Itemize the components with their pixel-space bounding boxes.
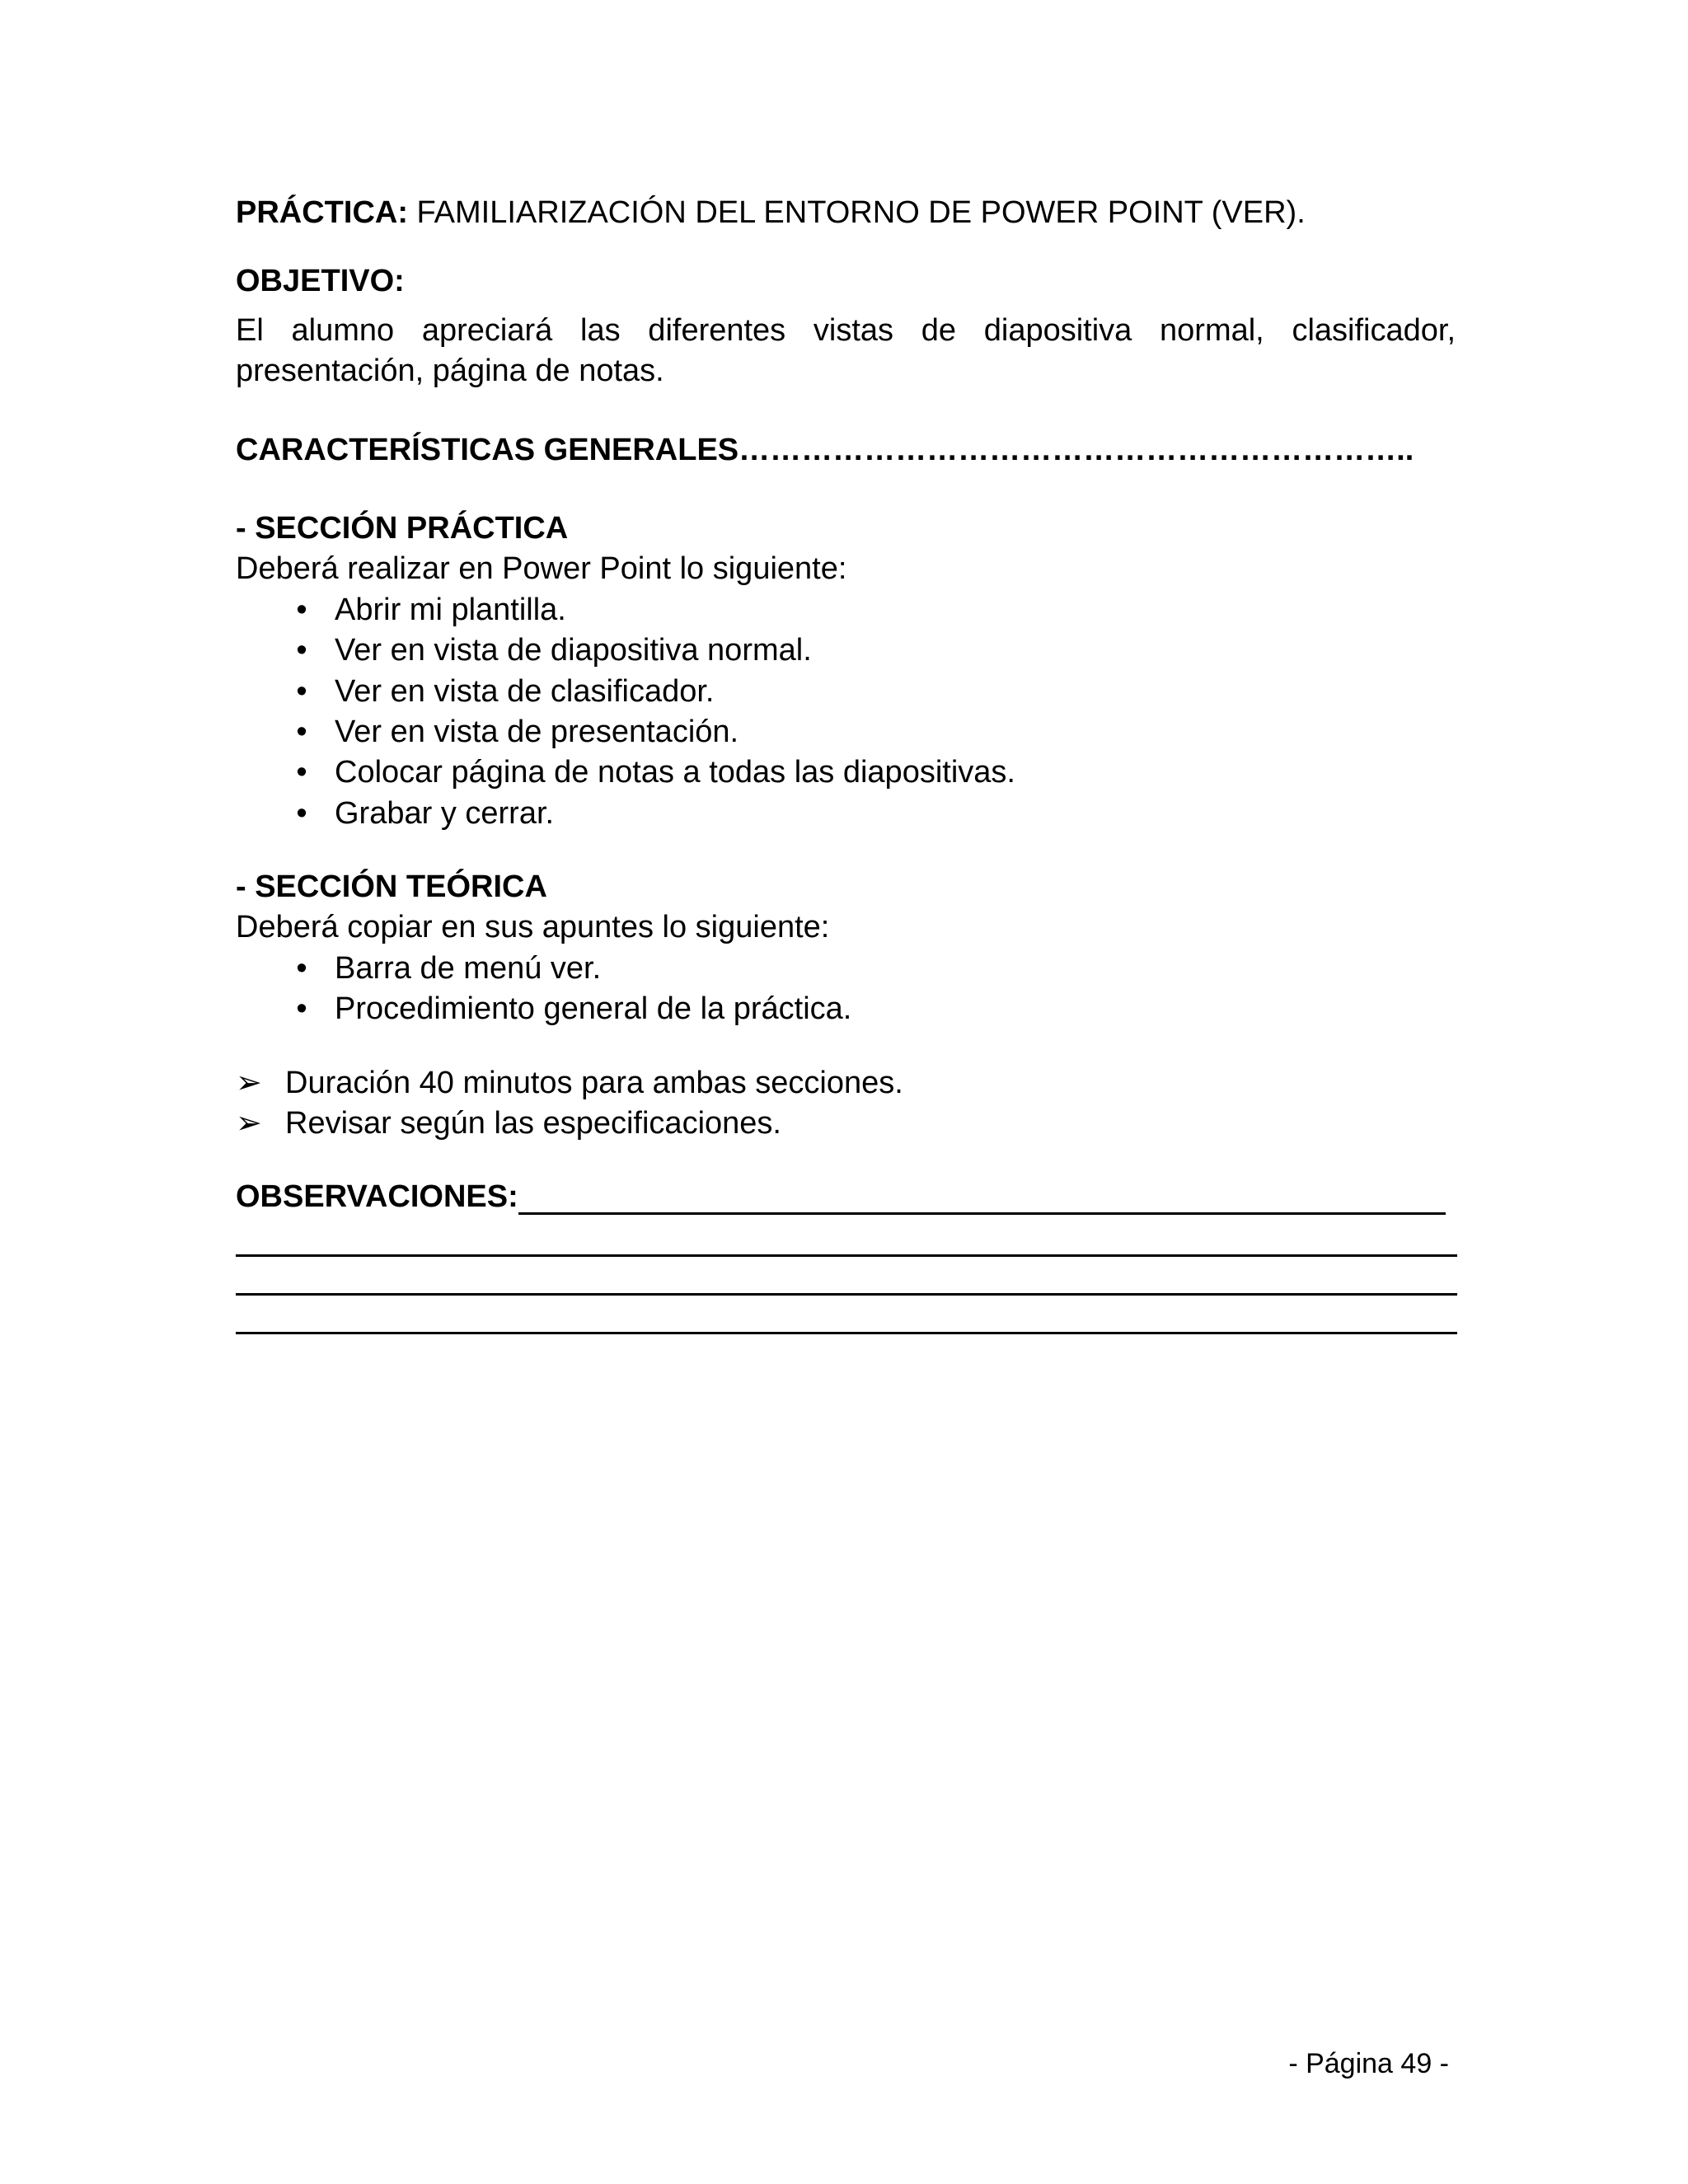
bullet-icon: • <box>296 633 307 668</box>
list-item: • Colocar página de notas a todas las diapositivas. <box>285 752 1456 793</box>
bullet-icon: • <box>296 673 307 709</box>
list-item: • Procedimiento general de la práctica. <box>285 989 1456 1029</box>
list-item: • Grabar y cerrar. <box>285 794 1456 834</box>
observations-blank-line <box>518 1179 1446 1215</box>
bullet-icon: • <box>296 991 307 1027</box>
list-item: • Ver en vista de presentación. <box>285 712 1456 752</box>
list-item: • Abrir mi plantilla. <box>285 590 1456 630</box>
practice-title <box>236 193 1456 233</box>
practice-text: FAMILIARIZACIÓN DEL ENTORNO DE POWER POINT (VER). <box>407 195 1306 230</box>
objective-line-2: presentación, página de notas. <box>236 354 664 389</box>
bullet-icon: • <box>296 950 307 986</box>
bullet-icon: • <box>296 592 307 627</box>
objective-paragraph <box>236 311 1456 392</box>
characteristics-leader: ……………………………………………………….. <box>738 432 1414 467</box>
bullet-icon: • <box>296 795 307 831</box>
practical-section-list <box>236 590 1456 834</box>
observations-blank-line <box>236 1218 1457 1257</box>
practical-section-intro: Deberá realizar en Power Point lo siguiente: <box>236 551 847 587</box>
arrow-icon: ➢ <box>236 1065 262 1100</box>
list-item: • Barra de menú ver. <box>285 949 1456 989</box>
list-item: ➢ Revisar según las especificaciones. <box>236 1104 1456 1144</box>
list-item: ➢ Duración 40 minutos para ambas secciones. <box>236 1063 1456 1104</box>
bullet-icon: • <box>296 714 307 749</box>
list-item: • Ver en vista de diapositiva normal. <box>285 630 1456 671</box>
theory-section-heading: - SECCIÓN TEÓRICA <box>236 869 547 905</box>
characteristics-heading <box>236 430 1456 471</box>
observations-blank-line <box>236 1257 1457 1296</box>
observations-blank-line <box>236 1296 1457 1334</box>
observations-row <box>236 1177 1446 1217</box>
characteristics-label: CARACTERÍSTICAS GENERALES <box>236 432 739 467</box>
observations-label: OBSERVACIONES: <box>236 1179 518 1215</box>
objective-line-1: El alumno apreciará las diferentes vistas de diapositiva normal, clasificador, <box>236 312 1456 348</box>
list-item: • Ver en vista de clasificador. <box>285 672 1456 712</box>
objective-heading: OBJETIVO: <box>236 264 405 299</box>
page-content <box>236 193 1456 1334</box>
arrow-icon: ➢ <box>236 1106 262 1141</box>
practical-section-heading: - SECCIÓN PRÁCTICA <box>236 510 569 546</box>
practice-label: PRÁCTICA: <box>236 195 408 230</box>
bullet-icon: • <box>296 755 307 790</box>
theory-section-list <box>236 949 1456 1030</box>
notes-list <box>236 1063 1456 1145</box>
page-number: - Página 49 - <box>1288 2048 1449 2079</box>
theory-section-intro: Deberá copiar en sus apuntes lo siguiente: <box>236 910 830 945</box>
